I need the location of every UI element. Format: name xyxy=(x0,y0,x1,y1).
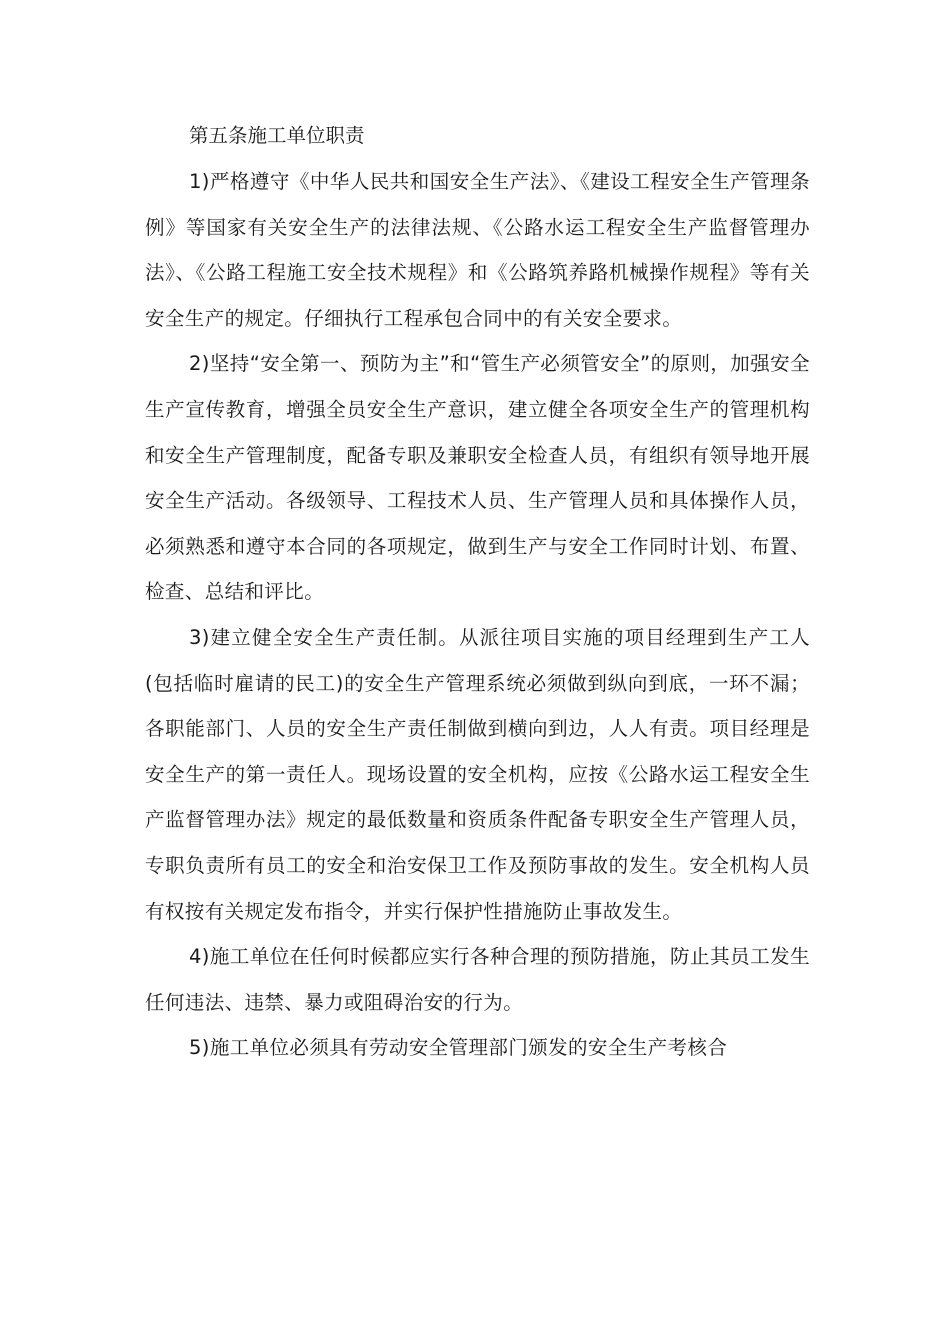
paragraph-4: 4)施工单位在任何时候都应实行各种合理的预防措施，防止其员工发生任何违法、违禁、暴力或阻碍治安的行为。 xyxy=(145,945,810,1014)
paragraph-2: 2)坚持“安全第一、预防为主”和“管生产必须管安全”的原则，加强安全生产宣传教育，增强全员安全生产意识，建立健全各项安全生产的管理机构和安全生产管理制度，配备专职及兼职安全检查人员，有组织有领导地开展安全生产活动。各级领导、工程技术人员、生产管理人员和具体操作人员，必须熟悉和遵守本合同的各项规定，做到生产与安全工作同时计划、布置、检查、总结和评比。 xyxy=(145,352,810,604)
paragraph-1: 1)严格遵守《中华人民共和国安全生产法》、《建设工程安全生产管理条例》等国家有关安全生产的法律法规、《公路水运工程安全生产监督管理办法》、《公路工程施工安全技术规程》和《公路筑养路机械操作规程》等有关安全生产的规定。仔细执行工程承包合同中的有关安全要求。 xyxy=(145,170,810,330)
article-heading: 第五条施工单位职责 xyxy=(189,124,365,147)
paragraph-5: 5)施工单位必须具有劳动安全管理部门颁发的安全生产考核合 xyxy=(189,1036,728,1060)
document-body xyxy=(145,113,810,1071)
paragraph-3: 3)建立健全安全生产责任制。从派往项目实施的项目经理到生产工人(包括临时雇请的民工)的安全生产管理系统必须做到纵向到底，一环不漏；各职能部门、人员的安全生产责任制做到横向到边，人人有责。项目经理是安全生产的第一责任人。现场设置的安全机构，应按《公路水运工程安全生产监督管理办法》规定的最低数量和资质条件配备专职安全生产管理人员，专职负责所有员工的安全和治安保卫工作及预防事故的发生。安全机构人员有权按有关规定发布指令，并实行保护性措施防止事故发生。 xyxy=(145,625,810,923)
